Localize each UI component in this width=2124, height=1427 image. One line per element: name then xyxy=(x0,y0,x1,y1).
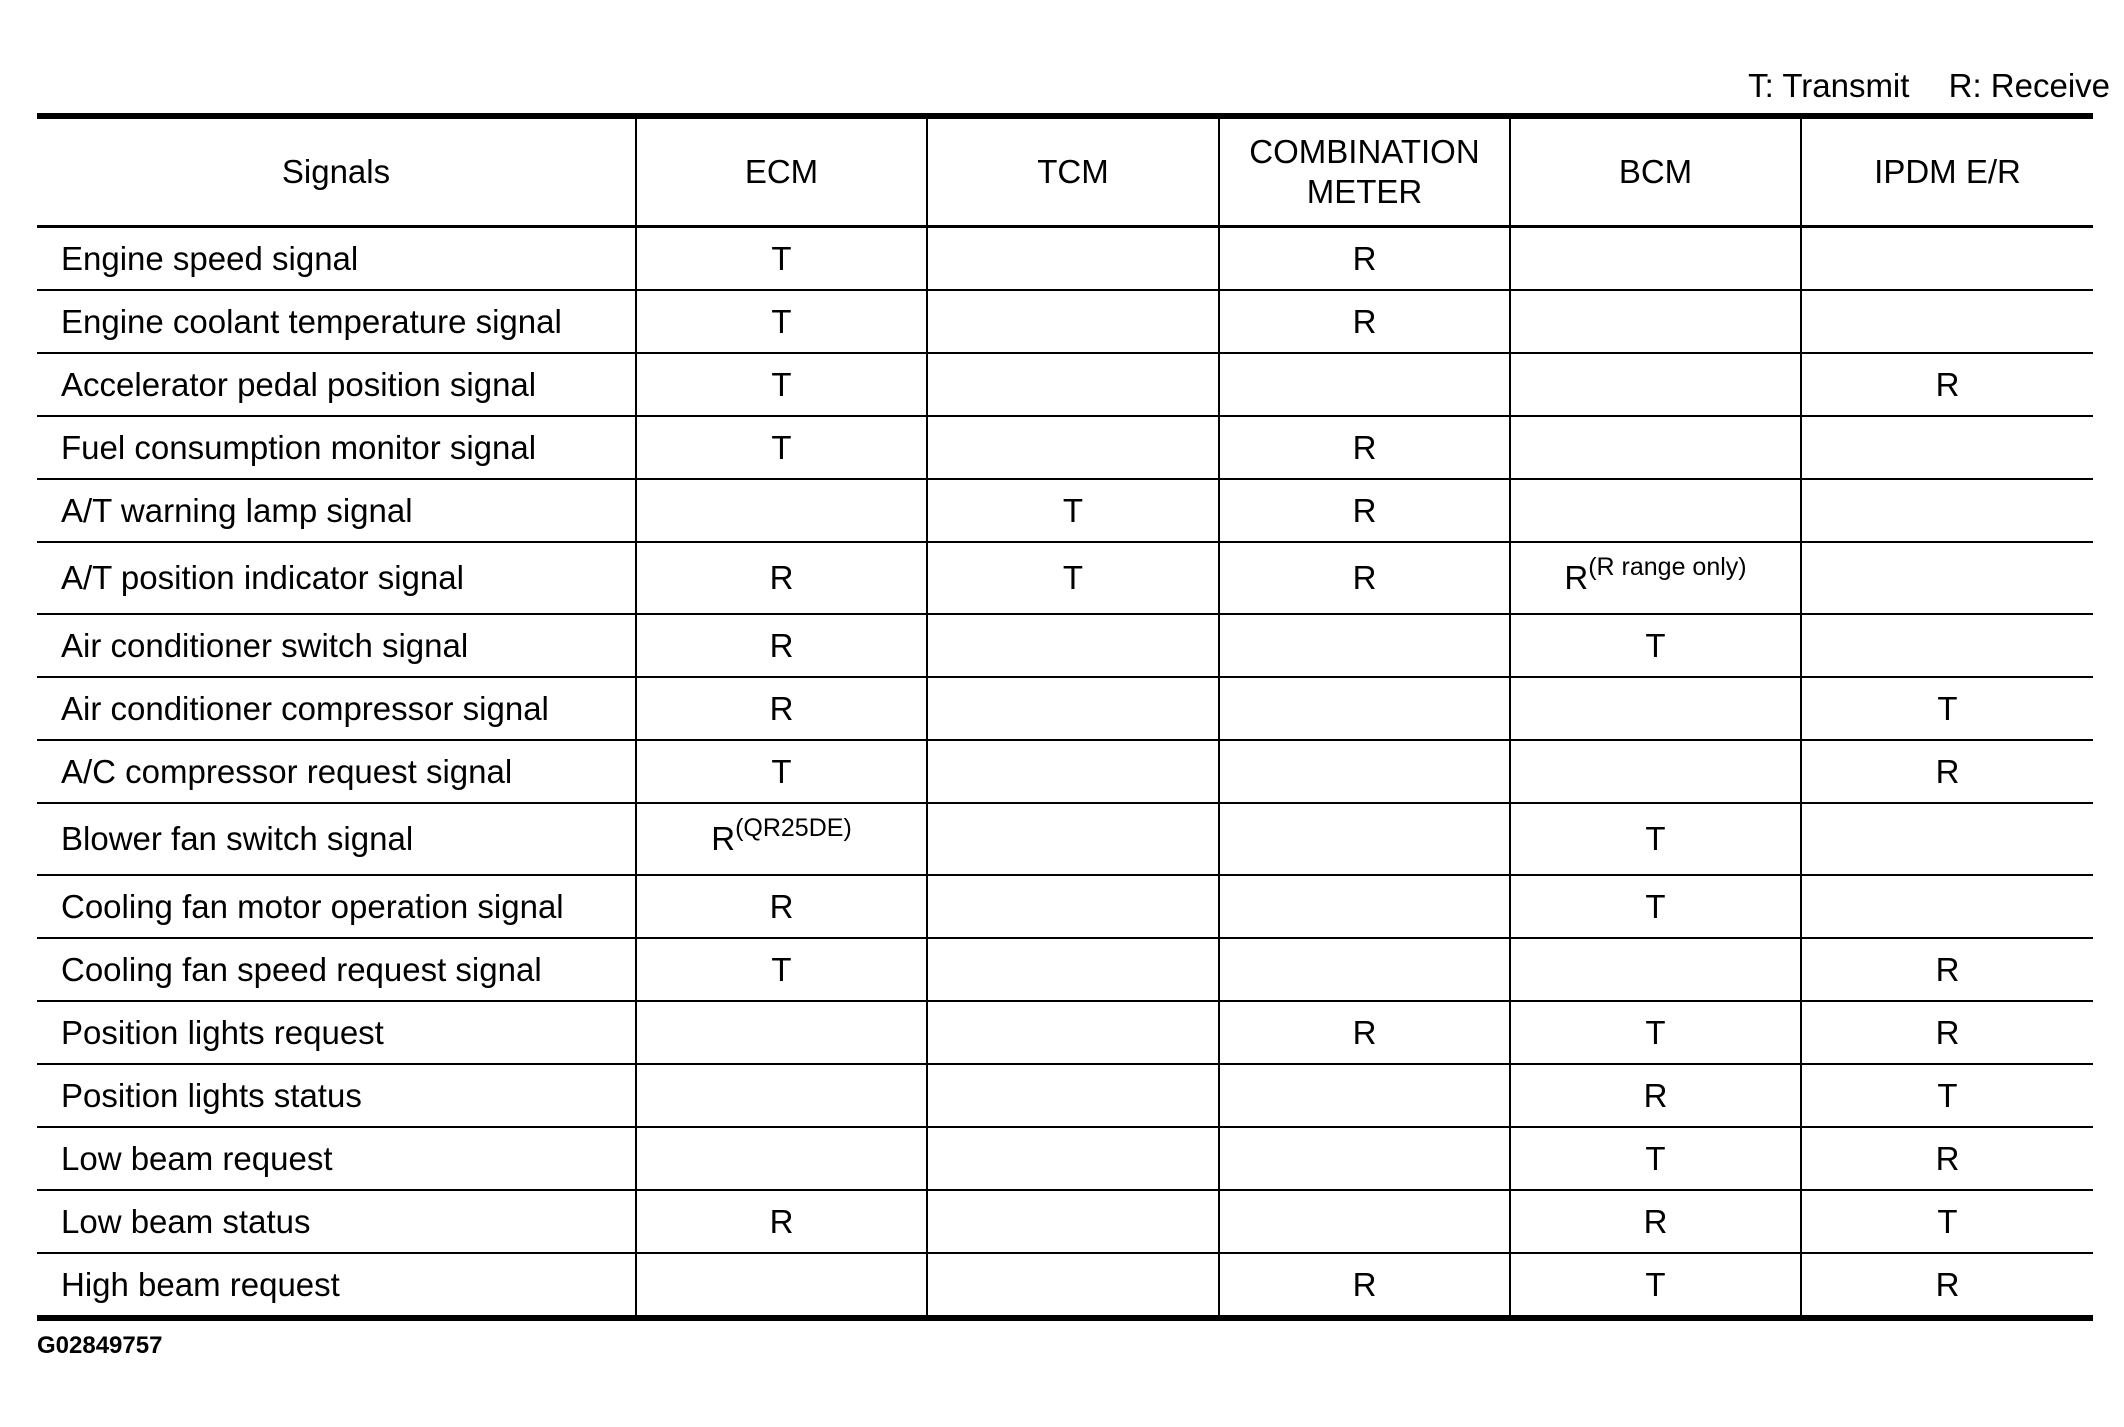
ecm-cell: R xyxy=(636,1190,927,1253)
ipdm-cell: T xyxy=(1801,1190,2093,1253)
header-row xyxy=(37,116,2093,227)
tcm-cell xyxy=(927,1001,1219,1064)
ecm-cell: R xyxy=(636,875,927,938)
header-combination-meter-line1: COMBINATION xyxy=(1249,133,1480,170)
meter-cell xyxy=(1219,875,1510,938)
table-row xyxy=(37,1064,2093,1127)
header-tcm: TCM xyxy=(927,116,1219,227)
bcm-cell xyxy=(1510,542,1801,614)
table-row xyxy=(37,1190,2093,1253)
ecm-cell xyxy=(636,1127,927,1190)
signal-name: Low beam request xyxy=(37,1127,636,1190)
ecm-cell: T xyxy=(636,353,927,416)
meter-cell xyxy=(1219,353,1510,416)
ipdm-cell: R xyxy=(1801,938,2093,1001)
legend-receive: R: Receive xyxy=(1948,67,2110,104)
meter-cell xyxy=(1219,1190,1510,1253)
meter-cell: R xyxy=(1219,416,1510,479)
ipdm-cell xyxy=(1801,875,2093,938)
header-bcm: BCM xyxy=(1510,116,1801,227)
signal-name: High beam request xyxy=(37,1253,636,1318)
signal-name: A/C compressor request signal xyxy=(37,740,636,803)
tcm-cell xyxy=(927,1064,1219,1127)
ecm-value: R xyxy=(711,820,736,857)
legend-transmit: T: Transmit xyxy=(1748,67,1910,104)
ipdm-cell xyxy=(1801,290,2093,353)
meter-cell xyxy=(1219,677,1510,740)
tcm-cell xyxy=(927,353,1219,416)
ipdm-cell xyxy=(1801,479,2093,542)
table-row xyxy=(37,677,2093,740)
table-row xyxy=(37,875,2093,938)
tcm-cell xyxy=(927,416,1219,479)
ipdm-cell xyxy=(1801,416,2093,479)
meter-cell: R xyxy=(1219,290,1510,353)
table-row xyxy=(37,479,2093,542)
table-row xyxy=(37,290,2093,353)
header-signals: Signals xyxy=(37,116,636,227)
table-row xyxy=(37,938,2093,1001)
ipdm-cell xyxy=(1801,803,2093,875)
ipdm-cell: R xyxy=(1801,740,2093,803)
bcm-cell xyxy=(1510,479,1801,542)
meter-cell: R xyxy=(1219,542,1510,614)
bcm-cell xyxy=(1510,677,1801,740)
ipdm-cell: R xyxy=(1801,1127,2093,1190)
ecm-cell: T xyxy=(636,740,927,803)
table-row xyxy=(37,1127,2093,1190)
ipdm-cell: R xyxy=(1801,1001,2093,1064)
bcm-cell: R xyxy=(1510,1064,1801,1127)
header-ecm: ECM xyxy=(636,116,927,227)
signal-name: Blower fan switch signal xyxy=(37,803,636,875)
bcm-cell xyxy=(1510,740,1801,803)
ipdm-cell xyxy=(1801,542,2093,614)
bcm-cell: T xyxy=(1510,614,1801,677)
signal-name: Engine coolant temperature signal xyxy=(37,290,636,353)
ecm-cell xyxy=(636,1253,927,1318)
tcm-cell xyxy=(927,614,1219,677)
ecm-cell: R xyxy=(636,614,927,677)
table-row xyxy=(37,1001,2093,1064)
bcm-value: R xyxy=(1564,559,1589,596)
ecm-cell xyxy=(636,1064,927,1127)
bcm-cell xyxy=(1510,938,1801,1001)
ecm-note: (QR25DE) xyxy=(735,814,852,842)
bcm-cell xyxy=(1510,227,1801,291)
bcm-cell: T xyxy=(1510,803,1801,875)
table-row xyxy=(37,542,2093,614)
ecm-cell: T xyxy=(636,290,927,353)
tcm-cell: T xyxy=(927,479,1219,542)
signal-name: A/T warning lamp signal xyxy=(37,479,636,542)
tcm-cell xyxy=(927,227,1219,291)
bcm-cell xyxy=(1510,416,1801,479)
meter-cell xyxy=(1219,938,1510,1001)
bcm-cell: T xyxy=(1510,1127,1801,1190)
signal-name: Fuel consumption monitor signal xyxy=(37,416,636,479)
meter-cell: R xyxy=(1219,1001,1510,1064)
tcm-cell xyxy=(927,1253,1219,1318)
tcm-cell xyxy=(927,875,1219,938)
ecm-cell: T xyxy=(636,938,927,1001)
can-signal-table xyxy=(37,113,2093,1321)
tcm-cell xyxy=(927,290,1219,353)
table-row xyxy=(37,1253,2093,1318)
figure-code: G02849757 xyxy=(37,1332,163,1359)
meter-cell: R xyxy=(1219,1253,1510,1318)
tcm-cell xyxy=(927,740,1219,803)
bcm-cell xyxy=(1510,290,1801,353)
tcm-cell xyxy=(927,1190,1219,1253)
signal-name: Cooling fan motor operation signal xyxy=(37,875,636,938)
tcm-cell: T xyxy=(927,542,1219,614)
ecm-cell xyxy=(636,803,927,875)
table-row xyxy=(37,803,2093,875)
ecm-cell: T xyxy=(636,416,927,479)
meter-cell xyxy=(1219,1064,1510,1127)
ecm-cell: R xyxy=(636,542,927,614)
tcm-cell xyxy=(927,803,1219,875)
ipdm-cell xyxy=(1801,227,2093,291)
tcm-cell xyxy=(927,1127,1219,1190)
ipdm-cell xyxy=(1801,614,2093,677)
header-combination-meter xyxy=(1219,116,1510,227)
signal-name: Air conditioner switch signal xyxy=(37,614,636,677)
bcm-note: (R range only) xyxy=(1588,553,1747,581)
header-combination-meter-line2: METER xyxy=(1306,173,1423,210)
table-row xyxy=(37,416,2093,479)
ecm-cell: R xyxy=(636,677,927,740)
meter-cell: R xyxy=(1219,227,1510,291)
bcm-cell: T xyxy=(1510,1253,1801,1318)
tcm-cell xyxy=(927,938,1219,1001)
meter-cell: R xyxy=(1219,479,1510,542)
ipdm-cell: T xyxy=(1801,1064,2093,1127)
signal-name: Low beam status xyxy=(37,1190,636,1253)
meter-cell xyxy=(1219,614,1510,677)
signal-name: Cooling fan speed request signal xyxy=(37,938,636,1001)
table-row xyxy=(37,227,2093,291)
ecm-cell xyxy=(636,479,927,542)
signal-name: A/T position indicator signal xyxy=(37,542,636,614)
bcm-cell xyxy=(1510,353,1801,416)
ecm-cell: T xyxy=(636,227,927,291)
ecm-cell xyxy=(636,1001,927,1064)
bcm-cell: T xyxy=(1510,875,1801,938)
table-row xyxy=(37,353,2093,416)
header-ipdm: IPDM E/R xyxy=(1801,116,2093,227)
signal-name: Engine speed signal xyxy=(37,227,636,291)
signal-name: Position lights status xyxy=(37,1064,636,1127)
table-row xyxy=(37,614,2093,677)
ipdm-cell: T xyxy=(1801,677,2093,740)
bcm-cell: R xyxy=(1510,1190,1801,1253)
signal-name: Accelerator pedal position signal xyxy=(37,353,636,416)
table-row xyxy=(37,740,2093,803)
legend xyxy=(1718,66,2110,106)
ipdm-cell: R xyxy=(1801,1253,2093,1318)
signal-name: Position lights request xyxy=(37,1001,636,1064)
ipdm-cell: R xyxy=(1801,353,2093,416)
meter-cell xyxy=(1219,803,1510,875)
meter-cell xyxy=(1219,740,1510,803)
signal-name: Air conditioner compressor signal xyxy=(37,677,636,740)
tcm-cell xyxy=(927,677,1219,740)
bcm-cell: T xyxy=(1510,1001,1801,1064)
meter-cell xyxy=(1219,1127,1510,1190)
